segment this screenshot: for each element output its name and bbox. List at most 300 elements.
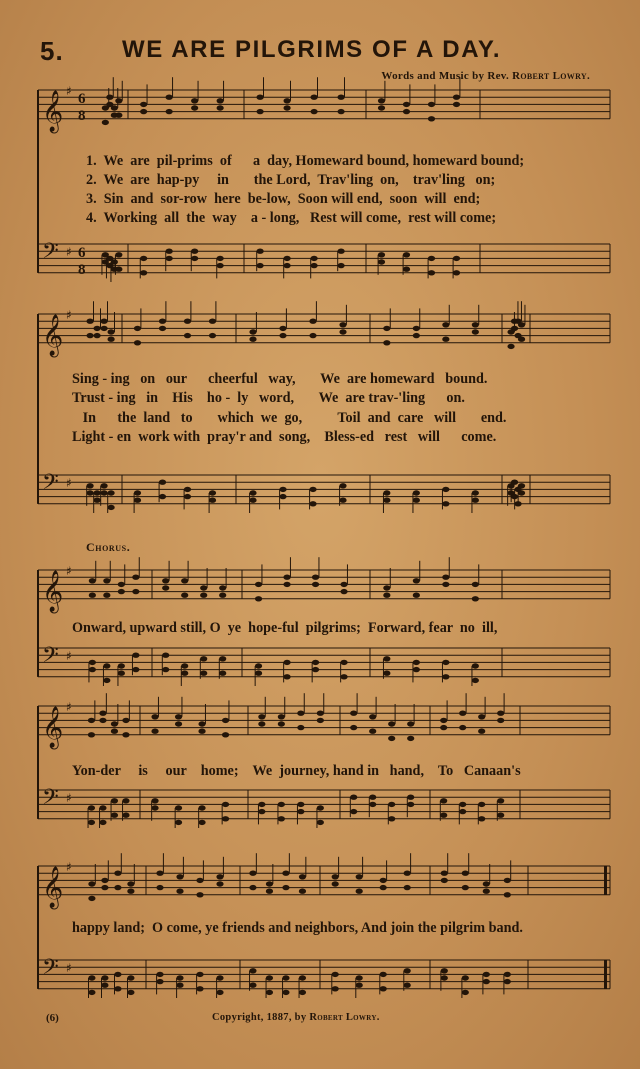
note-head: [181, 593, 188, 598]
refrain-line-3: In the land to which we go, Toil and care will end.: [72, 409, 507, 426]
note-head: [216, 874, 223, 879]
note-head: [101, 483, 108, 488]
note-head: [356, 975, 363, 980]
treble-clef-icon: 𝄞: [42, 570, 64, 612]
verse-line-4: 4. Working all the way a - long, Rest will come, rest will come;: [86, 210, 497, 226]
note-head: [340, 660, 347, 665]
note-head: [103, 678, 110, 683]
note-head: [101, 490, 108, 495]
note-head: [159, 319, 166, 324]
refrain-lyrics: [72, 370, 612, 447]
note-head: [497, 711, 504, 716]
note-head: [88, 975, 95, 980]
note-head: [504, 979, 511, 984]
note-head: [317, 805, 324, 810]
note-head: [309, 501, 316, 506]
note-head: [132, 653, 139, 658]
note-head: [127, 881, 134, 886]
note-head: [428, 116, 435, 121]
final-double-bar: [604, 866, 607, 895]
note-head: [311, 256, 318, 261]
note-head: [181, 663, 188, 668]
note-head: [198, 729, 205, 734]
note-head: [101, 319, 108, 324]
note-head: [282, 885, 289, 890]
note-head: [283, 660, 290, 665]
note-head: [162, 585, 169, 590]
note-head: [309, 333, 316, 338]
note-head: [255, 596, 262, 601]
note-head: [118, 663, 125, 668]
note-head: [282, 990, 289, 995]
note-head: [88, 805, 95, 810]
note-head: [283, 575, 290, 580]
note-head: [175, 721, 182, 726]
note-head: [249, 885, 256, 890]
note-head: [428, 270, 435, 275]
note-head: [441, 871, 448, 876]
note-head: [88, 732, 95, 737]
note-head: [101, 878, 108, 883]
note-head: [472, 663, 479, 668]
note-head: [378, 98, 385, 103]
note-head: [284, 256, 291, 261]
note-head: [101, 983, 108, 988]
key-sharp-icon: ♯: [66, 308, 72, 322]
note-head: [255, 671, 262, 676]
note-head: [111, 259, 118, 264]
note-head: [166, 256, 173, 261]
key-sharp-icon: ♯: [66, 860, 72, 874]
note-head: [478, 714, 485, 719]
note-head: [258, 721, 265, 726]
key-sharp-icon: ♯: [66, 84, 72, 98]
note-head: [413, 578, 420, 583]
note-head: [108, 329, 115, 334]
note-head: [369, 729, 376, 734]
note-head: [222, 802, 229, 807]
note-head: [350, 711, 357, 716]
time-signature-bottom: 8: [78, 261, 86, 278]
note-head: [249, 329, 256, 334]
note-head: [134, 498, 141, 503]
note-head: [87, 319, 94, 324]
note-head: [191, 249, 198, 254]
note-head: [413, 326, 420, 331]
note-head: [383, 671, 390, 676]
note-head: [478, 816, 485, 821]
note-head: [340, 582, 347, 587]
note-head: [383, 656, 390, 661]
note-head: [299, 990, 306, 995]
note-head: [378, 252, 385, 257]
note-head: [383, 585, 390, 590]
note-head: [388, 816, 395, 821]
note-head: [162, 578, 169, 583]
note-head: [518, 322, 525, 327]
note-head: [403, 252, 410, 257]
note-head: [222, 718, 229, 723]
note-head: [132, 667, 139, 672]
note-head: [184, 333, 191, 338]
note-head: [200, 671, 207, 676]
refrain-line-2: Trust - ing in His ho - ly word, We are trav-'ling on.: [72, 390, 465, 407]
note-head: [378, 105, 385, 110]
note-head: [166, 95, 173, 100]
note-head: [209, 333, 216, 338]
note-head: [312, 582, 319, 587]
note-head: [257, 263, 264, 268]
note-head: [413, 593, 420, 598]
hymn-number: 5.: [40, 36, 64, 66]
note-head: [219, 593, 226, 598]
note-head: [156, 871, 163, 876]
bass-clef-icon: 𝄢: [42, 955, 59, 985]
note-head: [504, 972, 511, 977]
note-head: [156, 885, 163, 890]
note-head: [472, 322, 479, 327]
note-head: [453, 270, 460, 275]
note-head: [159, 494, 166, 499]
note-head: [151, 714, 158, 719]
note-head: [216, 881, 223, 886]
bass-clef-icon: 𝄢: [42, 239, 59, 269]
note-head: [369, 714, 376, 719]
note-head: [191, 98, 198, 103]
note-head: [311, 109, 318, 114]
note-head: [332, 874, 339, 879]
note-head: [103, 663, 110, 668]
note-head: [101, 885, 108, 890]
note-head: [462, 975, 469, 980]
note-head: [338, 263, 345, 268]
note-head: [453, 95, 460, 100]
note-head: [380, 878, 387, 883]
note-head: [332, 881, 339, 886]
attribution-prefix: Words and Music by Rev.: [381, 70, 513, 82]
note-head: [388, 802, 395, 807]
note-head: [162, 667, 169, 672]
note-head: [200, 593, 207, 598]
bass-clef-icon: 𝄢: [42, 785, 59, 815]
note-head: [217, 263, 224, 268]
note-head: [103, 593, 110, 598]
note-head: [350, 795, 357, 800]
note-head: [279, 326, 286, 331]
note-head: [196, 892, 203, 897]
note-head: [297, 711, 304, 716]
note-head: [249, 337, 256, 342]
note-head: [94, 490, 101, 495]
note-head: [175, 805, 182, 810]
note-head: [472, 498, 479, 503]
note-head: [176, 889, 183, 894]
note-head: [88, 990, 95, 995]
bass-clef-icon: 𝄢: [42, 643, 59, 673]
note-head: [388, 721, 395, 726]
note-head: [222, 816, 229, 821]
note-head: [122, 718, 129, 723]
note-head: [413, 333, 420, 338]
note-head: [299, 975, 306, 980]
note-head: [403, 102, 410, 107]
note-head: [339, 322, 346, 327]
key-sharp-icon: ♯: [66, 700, 72, 714]
note-head: [442, 501, 449, 506]
note-head: [350, 725, 357, 730]
note-head: [383, 340, 390, 345]
note-head: [459, 809, 466, 814]
note-head: [340, 589, 347, 594]
note-head: [103, 578, 110, 583]
note-head: [440, 718, 447, 723]
note-head: [156, 979, 163, 984]
refrain-line-1: Sing - ing on our cheerful way, We are homeward bound.: [72, 371, 488, 387]
note-head: [332, 986, 339, 991]
note-head: [219, 585, 226, 590]
note-head: [317, 711, 324, 716]
note-head: [472, 490, 479, 495]
note-head: [332, 972, 339, 977]
note-head: [369, 795, 376, 800]
note-head: [428, 102, 435, 107]
note-head: [404, 983, 411, 988]
note-head: [413, 498, 420, 503]
note-head: [222, 732, 229, 737]
note-head: [89, 578, 96, 583]
note-head: [472, 329, 479, 334]
note-head: [440, 798, 447, 803]
note-head: [383, 490, 390, 495]
note-head: [317, 718, 324, 723]
note-head: [483, 972, 490, 977]
note-head: [101, 326, 108, 331]
note-head: [89, 667, 96, 672]
note-head: [249, 498, 256, 503]
note-head: [118, 589, 125, 594]
chorus-line-2: Yon-der is our home; We journey, hand in hand, To Canaan's: [72, 763, 521, 779]
copyright-prefix: Copyright, 1887, by: [212, 1012, 310, 1023]
note-head: [257, 249, 264, 254]
key-sharp-icon: ♯: [66, 961, 72, 975]
note-head: [88, 881, 95, 886]
note-head: [101, 975, 108, 980]
note-head: [175, 714, 182, 719]
note-head: [511, 480, 518, 485]
time-signature-top: 6: [78, 245, 86, 261]
note-head: [413, 667, 420, 672]
note-head: [284, 98, 291, 103]
note-head: [198, 820, 205, 825]
note-head: [441, 878, 448, 883]
bass-clef-icon: 𝄢: [42, 470, 59, 500]
note-head: [140, 256, 147, 261]
note-head: [159, 326, 166, 331]
note-head: [108, 490, 115, 495]
note-head: [258, 802, 265, 807]
note-head: [453, 256, 460, 261]
note-head: [403, 109, 410, 114]
time-signature-bottom: 8: [78, 107, 86, 124]
note-head: [279, 333, 286, 338]
note-head: [518, 337, 525, 342]
note-head: [249, 490, 256, 495]
note-head: [87, 490, 94, 495]
note-head: [196, 972, 203, 977]
note-head: [504, 892, 511, 897]
note-head: [356, 983, 363, 988]
note-head: [404, 968, 411, 973]
note-head: [472, 582, 479, 587]
note-head: [462, 871, 469, 876]
note-head: [407, 795, 414, 800]
note-head: [115, 98, 122, 103]
note-head: [350, 809, 357, 814]
chorus-label: Chorus.: [86, 540, 131, 554]
note-head: [217, 105, 224, 110]
note-head: [200, 585, 207, 590]
note-head: [118, 671, 125, 676]
note-head: [118, 582, 125, 587]
note-head: [114, 885, 121, 890]
note-head: [94, 498, 101, 503]
note-head: [312, 660, 319, 665]
note-head: [478, 729, 485, 734]
time-signature-top: 6: [78, 91, 86, 107]
note-head: [459, 802, 466, 807]
note-head: [140, 109, 147, 114]
note-head: [196, 878, 203, 883]
note-head: [217, 256, 224, 261]
note-head: [407, 736, 414, 741]
note-head: [383, 498, 390, 503]
note-head: [317, 820, 324, 825]
treble-clef-icon: 𝄞: [42, 90, 64, 132]
note-head: [111, 729, 118, 734]
note-head: [278, 714, 285, 719]
treble-clef-icon: 𝄞: [42, 706, 64, 748]
note-head: [311, 95, 318, 100]
note-head: [340, 674, 347, 679]
note-head: [497, 798, 504, 803]
note-head: [507, 344, 514, 349]
note-head: [309, 319, 316, 324]
page-number: (6): [46, 1012, 59, 1024]
note-head: [297, 809, 304, 814]
note-head: [217, 98, 224, 103]
note-head: [88, 718, 95, 723]
note-head: [311, 263, 318, 268]
note-head: [407, 721, 414, 726]
treble-clef-icon: 𝄞: [42, 866, 64, 908]
note-head: [255, 582, 262, 587]
note-head: [378, 259, 385, 264]
note-head: [312, 667, 319, 672]
note-head: [279, 494, 286, 499]
note-head: [497, 813, 504, 818]
note-head: [249, 983, 256, 988]
note-head: [459, 725, 466, 730]
note-head: [88, 820, 95, 825]
treble-clef-icon: 𝄞: [42, 314, 64, 356]
note-head: [255, 663, 262, 668]
note-head: [338, 95, 345, 100]
note-head: [175, 820, 182, 825]
note-head: [114, 972, 121, 977]
note-head: [134, 340, 141, 345]
note-head: [383, 326, 390, 331]
note-head: [442, 660, 449, 665]
note-head: [299, 889, 306, 894]
note-head: [356, 874, 363, 879]
note-head: [442, 322, 449, 327]
note-head: [462, 990, 469, 995]
note-head: [518, 490, 525, 495]
note-head: [459, 711, 466, 716]
note-head: [284, 263, 291, 268]
note-head: [518, 483, 525, 488]
note-head: [115, 113, 122, 118]
note-head: [279, 487, 286, 492]
note-head: [266, 881, 273, 886]
note-head: [132, 575, 139, 580]
note-head: [442, 674, 449, 679]
note-head: [338, 249, 345, 254]
verse-line-2: 2. We are hap-py in the Lord, Trav'ling on, trav'ling on;: [86, 172, 496, 188]
note-head: [504, 878, 511, 883]
note-head: [478, 802, 485, 807]
note-head: [181, 578, 188, 583]
note-head: [140, 270, 147, 275]
key-sharp-icon: ♯: [66, 476, 72, 490]
note-head: [184, 487, 191, 492]
note-head: [99, 805, 106, 810]
final-double-bar: [604, 960, 607, 989]
note-head: [440, 725, 447, 730]
note-head: [176, 983, 183, 988]
copyright-name: Robert Lowry.: [309, 1012, 380, 1023]
note-head: [483, 881, 490, 886]
note-head: [127, 975, 134, 980]
note-head: [472, 596, 479, 601]
note-head: [151, 729, 158, 734]
key-sharp-icon: ♯: [66, 564, 72, 578]
note-head: [339, 498, 346, 503]
note-head: [111, 721, 118, 726]
note-head: [299, 874, 306, 879]
attribution-name: Robert Lowry.: [512, 70, 590, 82]
note-head: [356, 889, 363, 894]
refrain-line-4: Light - en work with pray'r and song, Bless-ed rest will come.: [72, 428, 497, 445]
verse-lyrics: [86, 152, 616, 228]
note-head: [166, 249, 173, 254]
note-head: [266, 975, 273, 980]
note-head: [166, 109, 173, 114]
note-head: [282, 975, 289, 980]
note-head: [413, 490, 420, 495]
note-head: [380, 986, 387, 991]
note-head: [198, 721, 205, 726]
note-head: [176, 874, 183, 879]
note-head: [127, 889, 134, 894]
note-head: [115, 252, 122, 257]
note-head: [111, 105, 118, 110]
note-head: [122, 798, 129, 803]
note-head: [87, 483, 94, 488]
note-head: [94, 326, 101, 331]
note-head: [249, 871, 256, 876]
note-head: [219, 671, 226, 676]
